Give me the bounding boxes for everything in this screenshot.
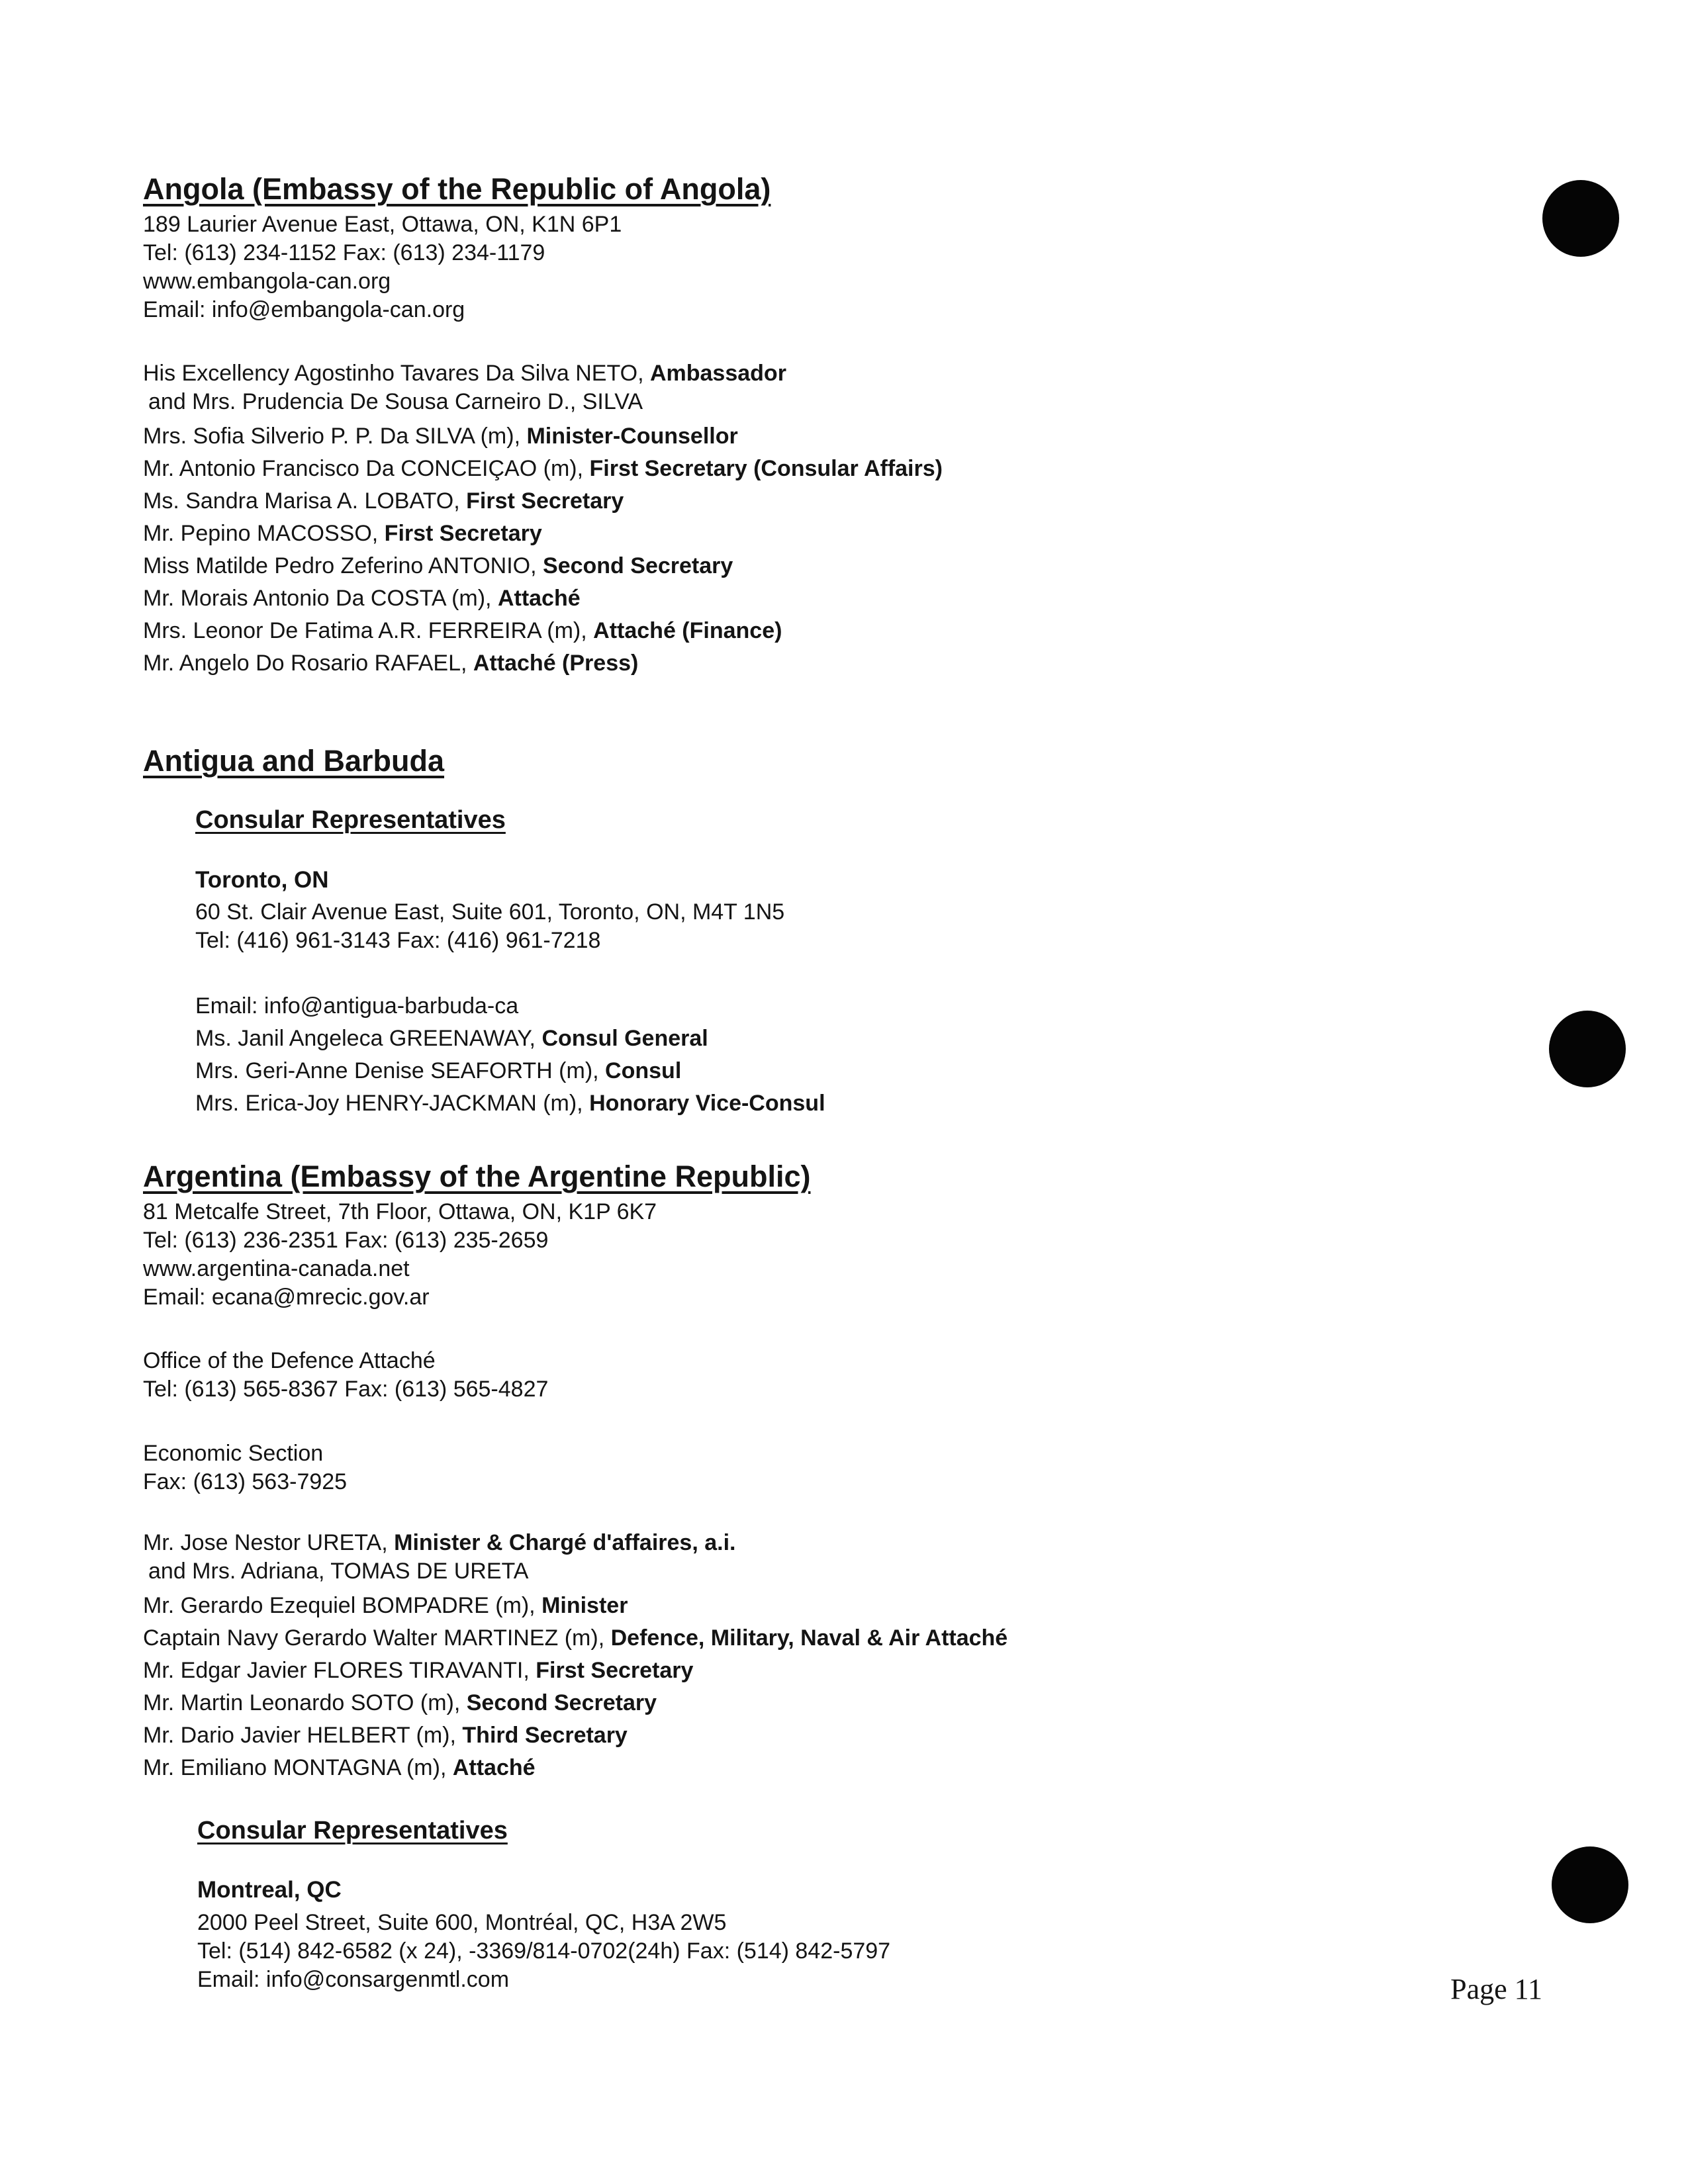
argentina-staff-block <box>143 1529 1008 1784</box>
address-line: 189 Laurier Avenue East, Ottawa, ON, K1N 6P1 <box>143 212 622 237</box>
email-line: Email: ecana@mrecic.gov.ar <box>143 1285 430 1310</box>
antigua-consular-heading: Consular Representatives <box>195 806 506 834</box>
website-line: www.embangola-can.org <box>143 269 391 294</box>
email-line: Email: info@embangola-can.org <box>143 297 465 322</box>
argentina-consular-block <box>197 1909 890 1994</box>
staff-entry <box>143 1590 1008 1622</box>
staff-title: Attaché (Finance) <box>593 618 782 643</box>
staff-entry <box>143 485 943 518</box>
argentina-address-block <box>143 1198 657 1312</box>
staff-entry <box>143 1687 1008 1719</box>
staff-name: Mr. Antonio Francisco Da CONCEIÇAO (m), <box>143 456 590 481</box>
argentina-city: Montreal, QC <box>197 1877 342 1903</box>
antigua-staff-block <box>195 990 825 1120</box>
staff-name: Mrs. Geri-Anne Denise SEAFORTH (m), <box>195 1058 606 1083</box>
staff-name: Miss Matilde Pedro Zeferino ANTONIO, <box>143 553 543 578</box>
staff-entry <box>143 1752 1008 1784</box>
spouse-entry: and Mrs. Adriana, TOMAS DE URETA <box>148 1559 529 1584</box>
angola-heading: Angola (Embassy of the Republic of Angola) <box>143 172 771 206</box>
staff-entry <box>143 518 943 550</box>
staff-name: Mrs. Sofia Silverio P. P. Da SILVA (m), <box>143 424 527 449</box>
office-label: Office of the Defence Attaché <box>143 1348 436 1373</box>
phone-fax-line: Tel: (514) 842-6582 (x 24), -3369/814-0702(24h) Fax: (514) 842-5797 <box>197 1938 891 1964</box>
phone-fax-line: Tel: (613) 234-1152 Fax: (613) 234-1179 <box>143 240 545 265</box>
staff-entry <box>143 615 943 647</box>
staff-title: Attaché (Press) <box>473 651 639 676</box>
staff-name: Mr. Jose Nestor URETA, <box>143 1530 395 1555</box>
phone-fax-line: Tel: (613) 565-8367 Fax: (613) 565-4827 <box>143 1377 549 1402</box>
staff-entry <box>143 647 943 680</box>
staff-title: First Secretary <box>466 488 624 514</box>
angola-address-block <box>143 210 622 324</box>
staff-title: Second Secretary <box>466 1690 657 1715</box>
angola-staff-block <box>143 359 943 680</box>
staff-title: Attaché <box>452 1755 536 1780</box>
argentina-heading: Argentina (Embassy of the Argentine Republic) <box>143 1160 811 1193</box>
email-line: Email: info@antigua-barbuda-ca <box>195 993 519 1019</box>
antigua-heading: Antigua and Barbuda <box>143 744 445 778</box>
staff-name: Ms. Sandra Marisa A. LOBATO, <box>143 488 467 514</box>
staff-title: Consul General <box>541 1026 708 1051</box>
staff-entry <box>143 453 943 485</box>
binder-hole-middle <box>1549 1011 1626 1087</box>
staff-name: Mr. Dario Javier HELBERT (m), <box>143 1723 463 1748</box>
antigua-address-block <box>195 898 784 955</box>
phone-fax-line: Tel: (416) 961-3143 Fax: (416) 961-7218 <box>195 928 601 953</box>
address-line: 2000 Peel Street, Suite 600, Montréal, QC, H3A 2W5 <box>197 1910 727 1935</box>
binder-hole-top <box>1542 180 1619 257</box>
staff-name: Ms. Janil Angeleca GREENAWAY, <box>195 1026 542 1051</box>
staff-entry <box>195 1023 825 1055</box>
staff-entry <box>195 1087 825 1120</box>
staff-name: Captain Navy Gerardo Walter MARTINEZ (m), <box>143 1625 611 1651</box>
staff-entry <box>143 1622 1008 1655</box>
ambassador-entry <box>143 359 943 388</box>
website-line: www.argentina-canada.net <box>143 1256 410 1281</box>
staff-name: His Excellency Agostinho Tavares Da Silva NETO, <box>143 361 650 386</box>
staff-name: Mr. Morais Antonio Da COSTA (m), <box>143 586 498 611</box>
staff-name: Mr. Martin Leonardo SOTO (m), <box>143 1690 467 1715</box>
staff-entry <box>143 582 943 615</box>
argentina-consular-heading: Consular Representatives <box>197 1817 508 1844</box>
staff-title: Second Secretary <box>543 553 733 578</box>
address-line: 81 Metcalfe Street, 7th Floor, Ottawa, ON, K1P 6K7 <box>143 1199 657 1224</box>
staff-name: Mr. Edgar Javier FLORES TIRAVANTI, <box>143 1658 536 1683</box>
staff-name: Mr. Emiliano MONTAGNA (m), <box>143 1755 453 1780</box>
staff-title: Ambassador <box>649 361 786 386</box>
argentina-economic-section <box>143 1439 347 1496</box>
office-label: Economic Section <box>143 1441 324 1466</box>
staff-entry <box>143 1719 1008 1752</box>
staff-title: Attaché <box>497 586 581 611</box>
staff-title: Minister & Chargé d'affaires, a.i. <box>394 1530 736 1555</box>
email-line: Email: info@consargenmtl.com <box>197 1967 510 1992</box>
staff-title: First Secretary (Consular Affairs) <box>589 456 943 481</box>
staff-title: Consul <box>605 1058 682 1083</box>
staff-entry <box>195 1055 825 1087</box>
staff-title: Minister <box>541 1593 628 1618</box>
staff-title: First Secretary <box>384 521 542 546</box>
staff-name: Mr. Angelo Do Rosario RAFAEL, <box>143 651 473 676</box>
staff-title: Minister-Counsellor <box>526 424 738 449</box>
fax-line: Fax: (613) 563-7925 <box>143 1469 348 1494</box>
charge-entry <box>143 1529 1008 1557</box>
phone-fax-line: Tel: (613) 236-2351 Fax: (613) 235-2659 <box>143 1228 549 1253</box>
antigua-city: Toronto, ON <box>195 867 329 893</box>
staff-name: Mr. Pepino MACOSSO, <box>143 521 385 546</box>
staff-title: First Secretary <box>536 1658 694 1683</box>
binder-hole-bottom <box>1552 1846 1628 1923</box>
staff-entry <box>143 550 943 582</box>
staff-name: Mr. Gerardo Ezequiel BOMPADRE (m), <box>143 1593 542 1618</box>
staff-title: Honorary Vice-Consul <box>589 1091 825 1116</box>
argentina-defence-office <box>143 1347 548 1404</box>
staff-name: Mrs. Leonor De Fatima A.R. FERREIRA (m), <box>143 618 594 643</box>
staff-title: Defence, Military, Naval & Air Attaché <box>610 1625 1008 1651</box>
staff-title: Third Secretary <box>462 1723 628 1748</box>
address-line: 60 St. Clair Avenue East, Suite 601, Toronto, ON, M4T 1N5 <box>195 899 785 925</box>
spouse-entry: and Mrs. Prudencia De Sousa Carneiro D., SILVA <box>148 389 643 414</box>
staff-entry <box>143 420 943 453</box>
staff-entry <box>143 1655 1008 1687</box>
page-number: Page 11 <box>1450 1973 1542 2005</box>
staff-name: Mrs. Erica-Joy HENRY-JACKMAN (m), <box>195 1091 590 1116</box>
